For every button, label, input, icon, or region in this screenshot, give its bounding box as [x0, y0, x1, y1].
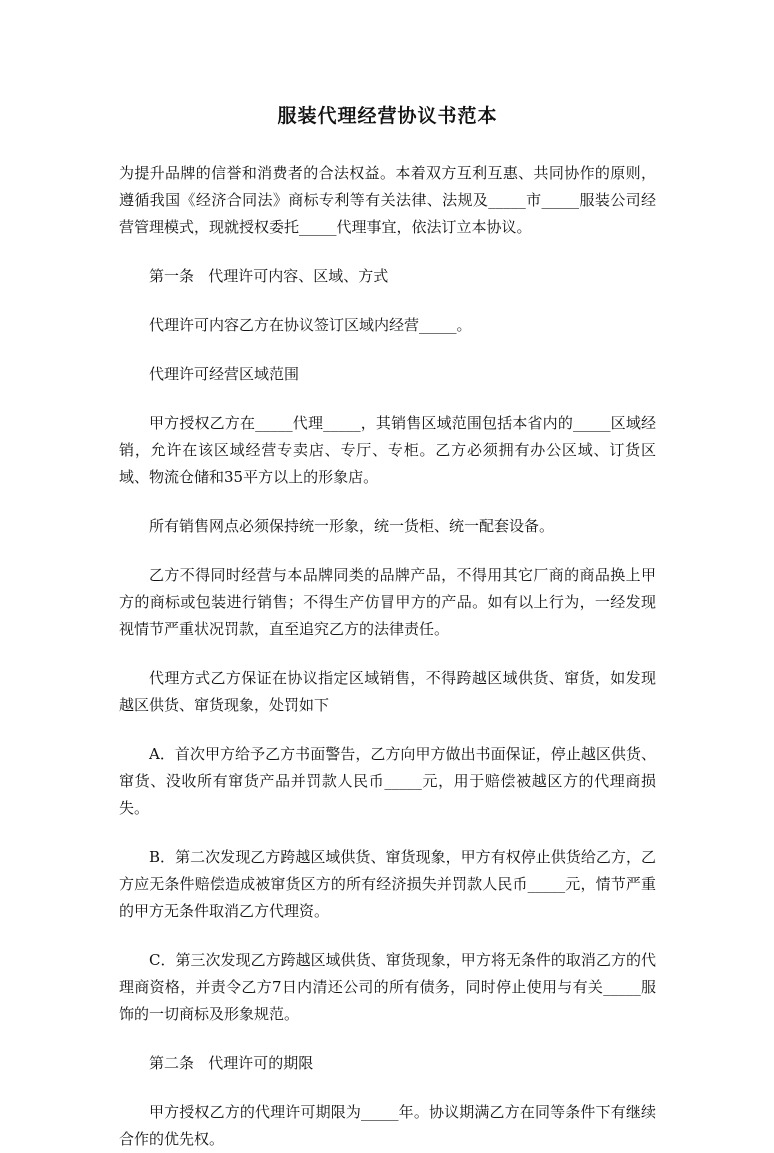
paragraph-penalty-c: C．第三次发现乙方跨越区域供货、窜货现象，甲方将无条件的取消乙方的代理商资格，并责令乙方7日内清还公司的所有债务，同时停止使用与有关_____服饰的一切商标及形象规范。: [119, 951, 656, 1023]
paragraph-unified-image: 所有销售网点必须保持统一形象，统一货柜、统一配套设备。: [149, 517, 555, 535]
paragraph-competing-products: 乙方不得同时经营与本品牌同类的品牌产品，不得用其它厂商的商品换上甲方的商标或包装进行销售；不得生产仿冒甲方的产品。如有以上行为，一经发现视情节严重状况罚款，直至追究乙方的法律责任。: [119, 566, 656, 638]
paragraph-license-term: 甲方授权乙方的代理许可期限为_____年。协议期满乙方在同等条件下有继续合作的优先权。: [119, 1103, 656, 1148]
paragraph-preamble: 为提升品牌的信誉和消费者的合法权益。本着双方互利互惠、共同协作的原则，遵循我国《经济合同法》商标专利等有关法律、法规及_____市_____服装公司经营管理模式，现就授权委托_____代理事宜，依法订立本协议。: [119, 164, 656, 236]
paragraph-region-scope: 甲方授权乙方在_____代理_____，其销售区域范围包括本省内的_____区域经销，允许在该区域经营专卖店、专厅、专柜。乙方必须拥有办公区域、订货区域、物流仓储和35平方以上的形象店。: [119, 414, 656, 486]
document-title: 服装代理经营协议书范本: [277, 105, 498, 127]
paragraph-license-content: 代理许可内容乙方在协议签订区域内经营_____。: [149, 316, 472, 334]
article-2-heading: 第二条 代理许可的期限: [149, 1054, 314, 1072]
paragraph-region-scope-label: 代理许可经营区域范围: [149, 365, 300, 383]
article-1-heading: 第一条 代理许可内容、区域、方式: [149, 267, 389, 285]
paragraph-penalty-b: B．第二次发现乙方跨越区域供货、窜货现象，甲方有权停止供货给乙方，乙方应无条件赔偿造成被窜货区方的所有经济损失并罚款人民币_____元，情节严重的甲方无条件取消乙方代理资。: [119, 848, 656, 920]
paragraph-penalty-a: A．首次甲方给予乙方书面警告，乙方向甲方做出书面保证，停止越区供货、窜货、没收所有窜货产品并罚款人民币_____元，用于赔偿被越区方的代理商损失。: [119, 745, 656, 817]
paragraph-agency-method: 代理方式乙方保证在协议指定区域销售，不得跨越区域供货、窜货，如发现越区供货、窜货现象，处罚如下: [119, 669, 656, 714]
